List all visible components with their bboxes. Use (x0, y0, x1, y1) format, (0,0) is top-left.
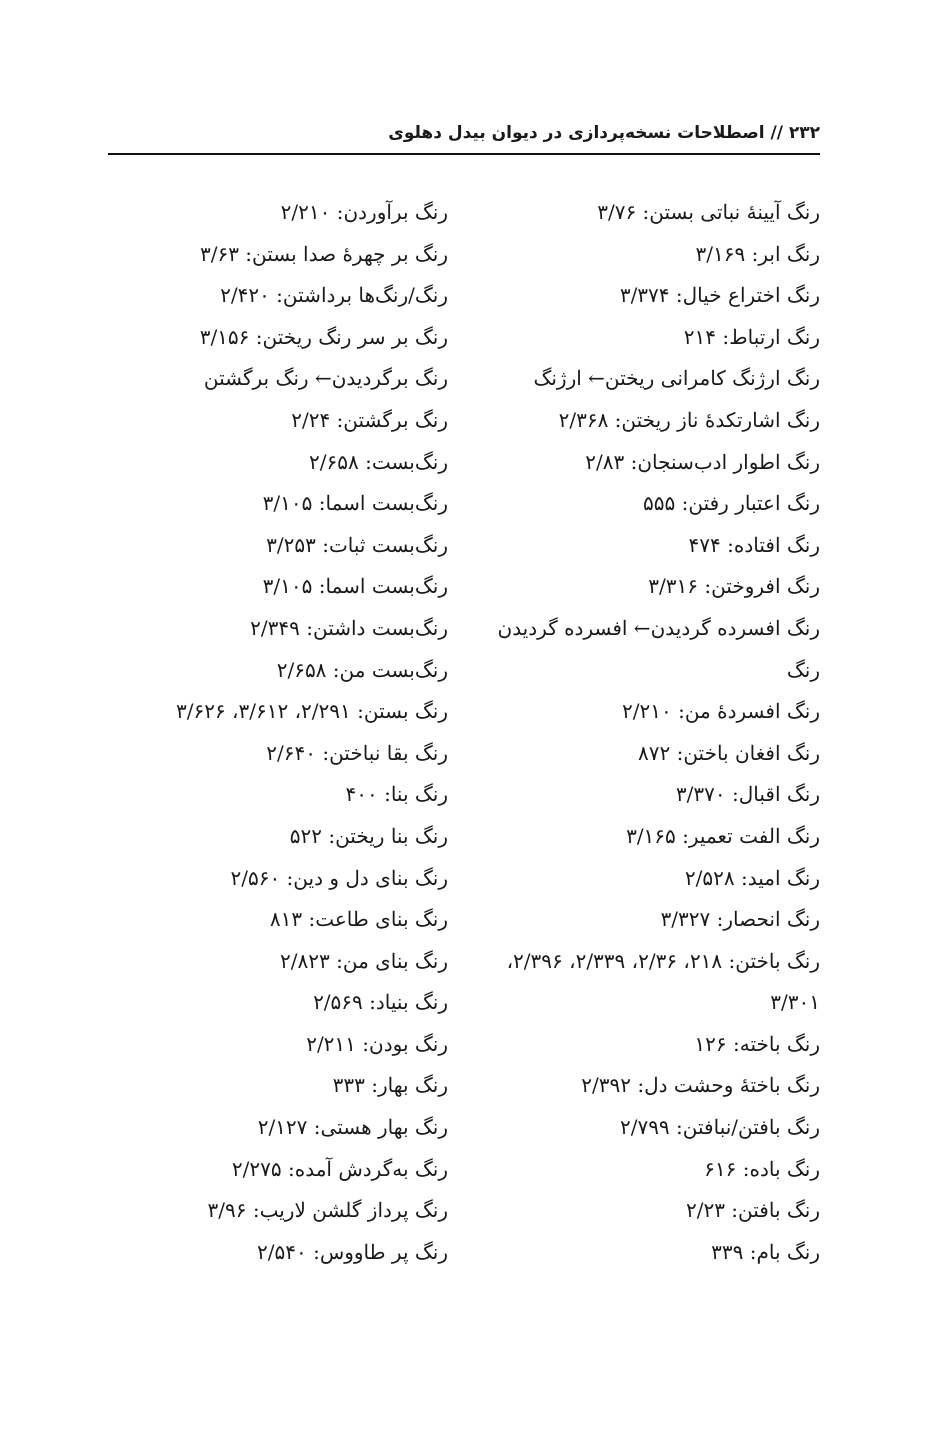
index-entry: رنگ افسرده گردیدن← افسرده گردیدن رنگ (497, 615, 820, 682)
index-entry: رنگ بام: ۳۳۹ (711, 1239, 820, 1264)
index-entry: رنگ افروختن: ۳/۳۱۶ (648, 574, 820, 599)
index-entry: رنگ به‌گردش آمده: ۲/۲۷۵ (231, 1156, 448, 1181)
index-entry: رنگ بنا: ۴۰۰ (345, 782, 448, 807)
index-entry: رنگ‌بست اسما: ۳/۱۰۵ (262, 491, 448, 516)
running-header (108, 118, 820, 148)
index-entry: رنگ بقا نباختن: ۲/۶۴۰ (266, 740, 448, 765)
index-entry: رنگ افسردهٔ من: ۲/۲۱۰ (622, 699, 820, 724)
index-entry: رنگ اشارتکدهٔ ناز ریختن: ۲/۳۶۸ (558, 407, 820, 432)
index-entry: رنگ برگردیدن← رنگ برگشتن (203, 366, 448, 391)
header-rule (108, 153, 820, 155)
index-column-left (110, 192, 448, 1273)
index-entry: رنگ افغان باختن: ۸۷۲ (638, 740, 820, 765)
index-entry: رنگ بهار: ۳۳۳ (332, 1073, 448, 1098)
index-entry: رنگ بافتن: ۲/۲۳ (685, 1198, 820, 1223)
index-entry: رنگ الفت تعمیر: ۳/۱۶۵ (626, 823, 820, 848)
index-entry: رنگ ابر: ۳/۱۶۹ (695, 241, 820, 266)
index-entry: رنگ‌بست داشتن: ۲/۳۴۹ (250, 615, 448, 640)
index-entry: رنگ اقبال: ۳/۳۷۰ (675, 782, 820, 807)
index-entry: رنگ بر سر رنگ ریختن: ۳/۱۵۶ (199, 324, 448, 349)
index-entry: رنگ پر طاووس: ۲/۵۴۰ (257, 1239, 448, 1264)
index-entry: رنگ بافتن/نبافتن: ۲/۷۹۹ (619, 1115, 820, 1140)
index-entry: رنگ بر چهرهٔ صدا بستن: ۳/۶۳ (199, 241, 448, 266)
index-entry: رنگ ارژنگ کامرانی ریختن← ارژنگ (533, 366, 820, 391)
index-entry: رنگ‌بست: ۲/۶۵۸ (309, 449, 448, 474)
index-entry: رنگ بنیاد: ۲/۵۶۹ (313, 990, 448, 1015)
index-entry: رنگ‌بست ثبات: ۳/۲۵۳ (266, 532, 448, 557)
index-entry: رنگ‌بست اسما: ۳/۱۰۵ (262, 574, 448, 599)
index-entry: رنگ اختراع خیال: ۳/۳۷۴ (619, 283, 820, 308)
index-entry: رنگ پرداز گلشن لاریب: ۳/۹۶ (207, 1198, 448, 1223)
index-entry: رنگ باختن: ۲۱۸، ۲/۳۶، ۲/۳۳۹، ۲/۳۹۶، ۳/۳۰۱ (506, 948, 820, 1015)
index-entry: رنگ بنا ریختن: ۵۲۲ (289, 823, 448, 848)
index-entry: رنگ/رنگ‌ها برداشتن: ۲/۴۲۰ (220, 283, 448, 308)
index-entry: رنگ آیینهٔ نباتی بستن: ۳/۷۶ (597, 200, 820, 224)
index-column-right (478, 192, 820, 1273)
index-entry: رنگ برآوردن: ۲/۲۱۰ (280, 200, 448, 224)
index-entry: رنگ بهار هستی: ۲/۱۲۷ (257, 1115, 448, 1140)
header-title: اصطلاحات نسخه‌پردازی در دیوان بیدل دهلوی (388, 123, 765, 143)
index-entry: رنگ ارتباط: ۲۱۴ (683, 324, 820, 349)
index-entry: رنگ بنای من: ۲/۸۲۳ (280, 948, 448, 973)
index-entry: رنگ باده: ۶۱۶ (704, 1156, 820, 1181)
index-entry: رنگ اعتبار رفتن: ۵۵۵ (643, 491, 820, 516)
index-entry: رنگ بنای دل و دین: ۲/۵۶۰ (230, 865, 448, 890)
index-entry: رنگ اطوار ادب‌سنجان: ۲/۸۳ (585, 449, 820, 474)
index-entry: رنگ باخته: ۱۲۶ (694, 1031, 820, 1056)
index-entry: رنگ برگشتن: ۲/۲۴ (291, 407, 448, 432)
index-entry: رنگ باختهٔ وحشت دل: ۲/۳۹۲ (581, 1073, 820, 1098)
index-entry: رنگ بستن: ۲/۲۹۱، ۳/۶۱۲، ۳/۶۲۶ (175, 699, 448, 724)
index-entry: رنگ بودن: ۲/۲۱۱ (306, 1031, 448, 1056)
index-entry: رنگ‌بست من: ۲/۶۵۸ (276, 657, 448, 682)
page-number: ۲۳۲ (788, 123, 820, 143)
index-entry: رنگ انحصار: ۳/۳۲۷ (660, 907, 820, 932)
index-entry: رنگ افتاده: ۴۷۴ (688, 532, 820, 557)
index-entry: رنگ بنای طاعت: ۸۱۳ (269, 907, 448, 932)
index-entry: رنگ امید: ۲/۵۲۸ (684, 865, 820, 890)
header-separator: // (770, 123, 783, 143)
